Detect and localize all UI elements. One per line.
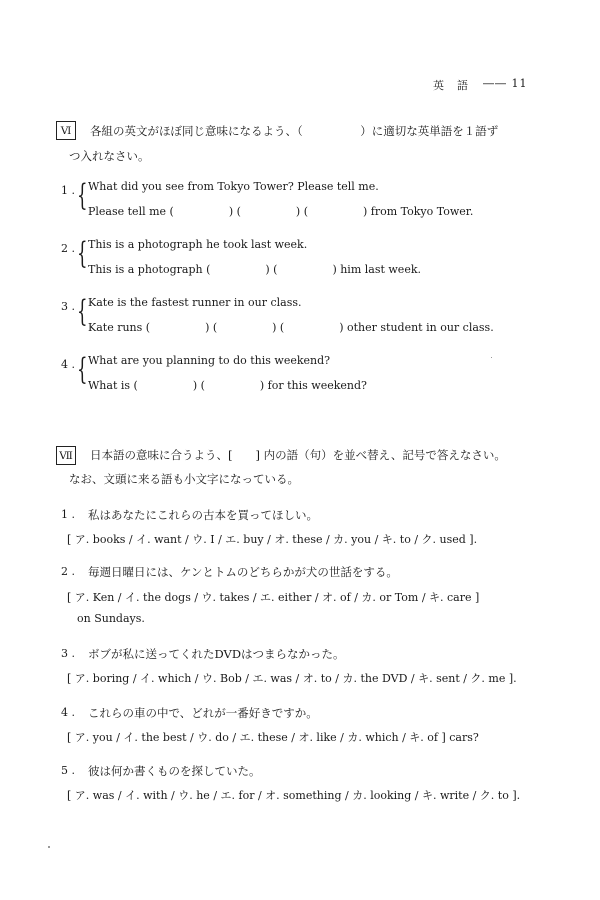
- section6-instruction-line2: つ入れなさい。: [69, 149, 150, 163]
- brace-icon: {: [77, 352, 88, 387]
- question-number: 1 .: [61, 508, 75, 521]
- sentence-original: What did you see from Tokyo Tower? Please tell me.: [88, 180, 379, 193]
- scan-speck: [491, 357, 492, 358]
- word-choices: [ ア. was / イ. with / ウ. he / エ. for / オ. something / カ. looking / キ. write / ク. to ].: [67, 789, 521, 802]
- sentence-original: Kate is the fastest runner in our class.: [88, 296, 302, 309]
- brace-icon: {: [77, 178, 88, 213]
- sentence-rewrite: Kate runs ( ) ( ) ( ) other student in our class.: [88, 321, 494, 334]
- page-header-subject: 英 語: [433, 79, 469, 92]
- section-badge-6: Ⅵ: [56, 121, 76, 140]
- section7-instruction-line2: なお、文頭に来る語も小文字になっている。: [69, 472, 299, 486]
- sentence-original: What are you planning to do this weekend?: [88, 354, 331, 367]
- japanese-prompt: これらの車の中で、どれが一番好きですか。: [88, 706, 318, 720]
- question-number: 1 .: [61, 184, 75, 197]
- section7-instruction-line1: 日本語の意味に合うよう、[ ] 内の語（句）を並べ替え、記号で答えなさい。: [90, 448, 506, 462]
- japanese-prompt: 私はあなたにこれらの古本を買ってほしい。: [88, 508, 318, 522]
- question-number: 2 .: [61, 242, 75, 255]
- page-number: ―― 11: [483, 77, 528, 90]
- japanese-prompt: 毎週日曜日には、ケンとトムのどちらかが犬の世話をする。: [88, 565, 398, 579]
- japanese-prompt: 彼は何か書くものを探していた。: [88, 764, 261, 778]
- word-choices: [ ア. you / イ. the best / ウ. do / エ. these / オ. like / カ. which / キ. of ] cars?: [67, 731, 479, 744]
- question-number: 4 .: [61, 358, 75, 371]
- sentence-original: This is a photograph he took last week.: [88, 238, 308, 251]
- sentence-rewrite: What is ( ) ( ) for this weekend?: [88, 379, 367, 392]
- japanese-prompt: ボブが私に送ってくれたDVDはつまらなかった。: [88, 647, 345, 661]
- sentence-rewrite: This is a photograph ( ) ( ) him last week.: [88, 263, 421, 276]
- question-number: 3 .: [61, 647, 75, 660]
- word-choices: [ ア. books / イ. want / ウ. I / エ. buy / オ. these / カ. you / キ. to / ク. used ].: [67, 533, 478, 546]
- word-choices-continuation: on Sundays.: [77, 612, 145, 625]
- brace-icon: {: [77, 236, 88, 271]
- question-number: 4 .: [61, 706, 75, 719]
- word-choices: [ ア. Ken / イ. the dogs / ウ. takes / エ. either / オ. of / カ. or Tom / キ. care ]: [67, 591, 480, 604]
- word-choices: [ ア. boring / イ. which / ウ. Bob / エ. was / オ. to / カ. the DVD / キ. sent / ク. me ].: [67, 672, 517, 685]
- question-number: 3 .: [61, 300, 75, 313]
- brace-icon: {: [77, 294, 88, 329]
- question-number: 5 .: [61, 764, 75, 777]
- section-badge-7: Ⅶ: [56, 446, 76, 465]
- sentence-rewrite: Please tell me ( ) ( ) ( ) from Tokyo Tower.: [88, 205, 474, 218]
- question-number: 2 .: [61, 565, 75, 578]
- scan-speck: [48, 846, 50, 848]
- section6-instruction-line1: 各組の英文がほぼ同じ意味になるよう、（ ）に適切な英単語を１語ず: [90, 124, 499, 138]
